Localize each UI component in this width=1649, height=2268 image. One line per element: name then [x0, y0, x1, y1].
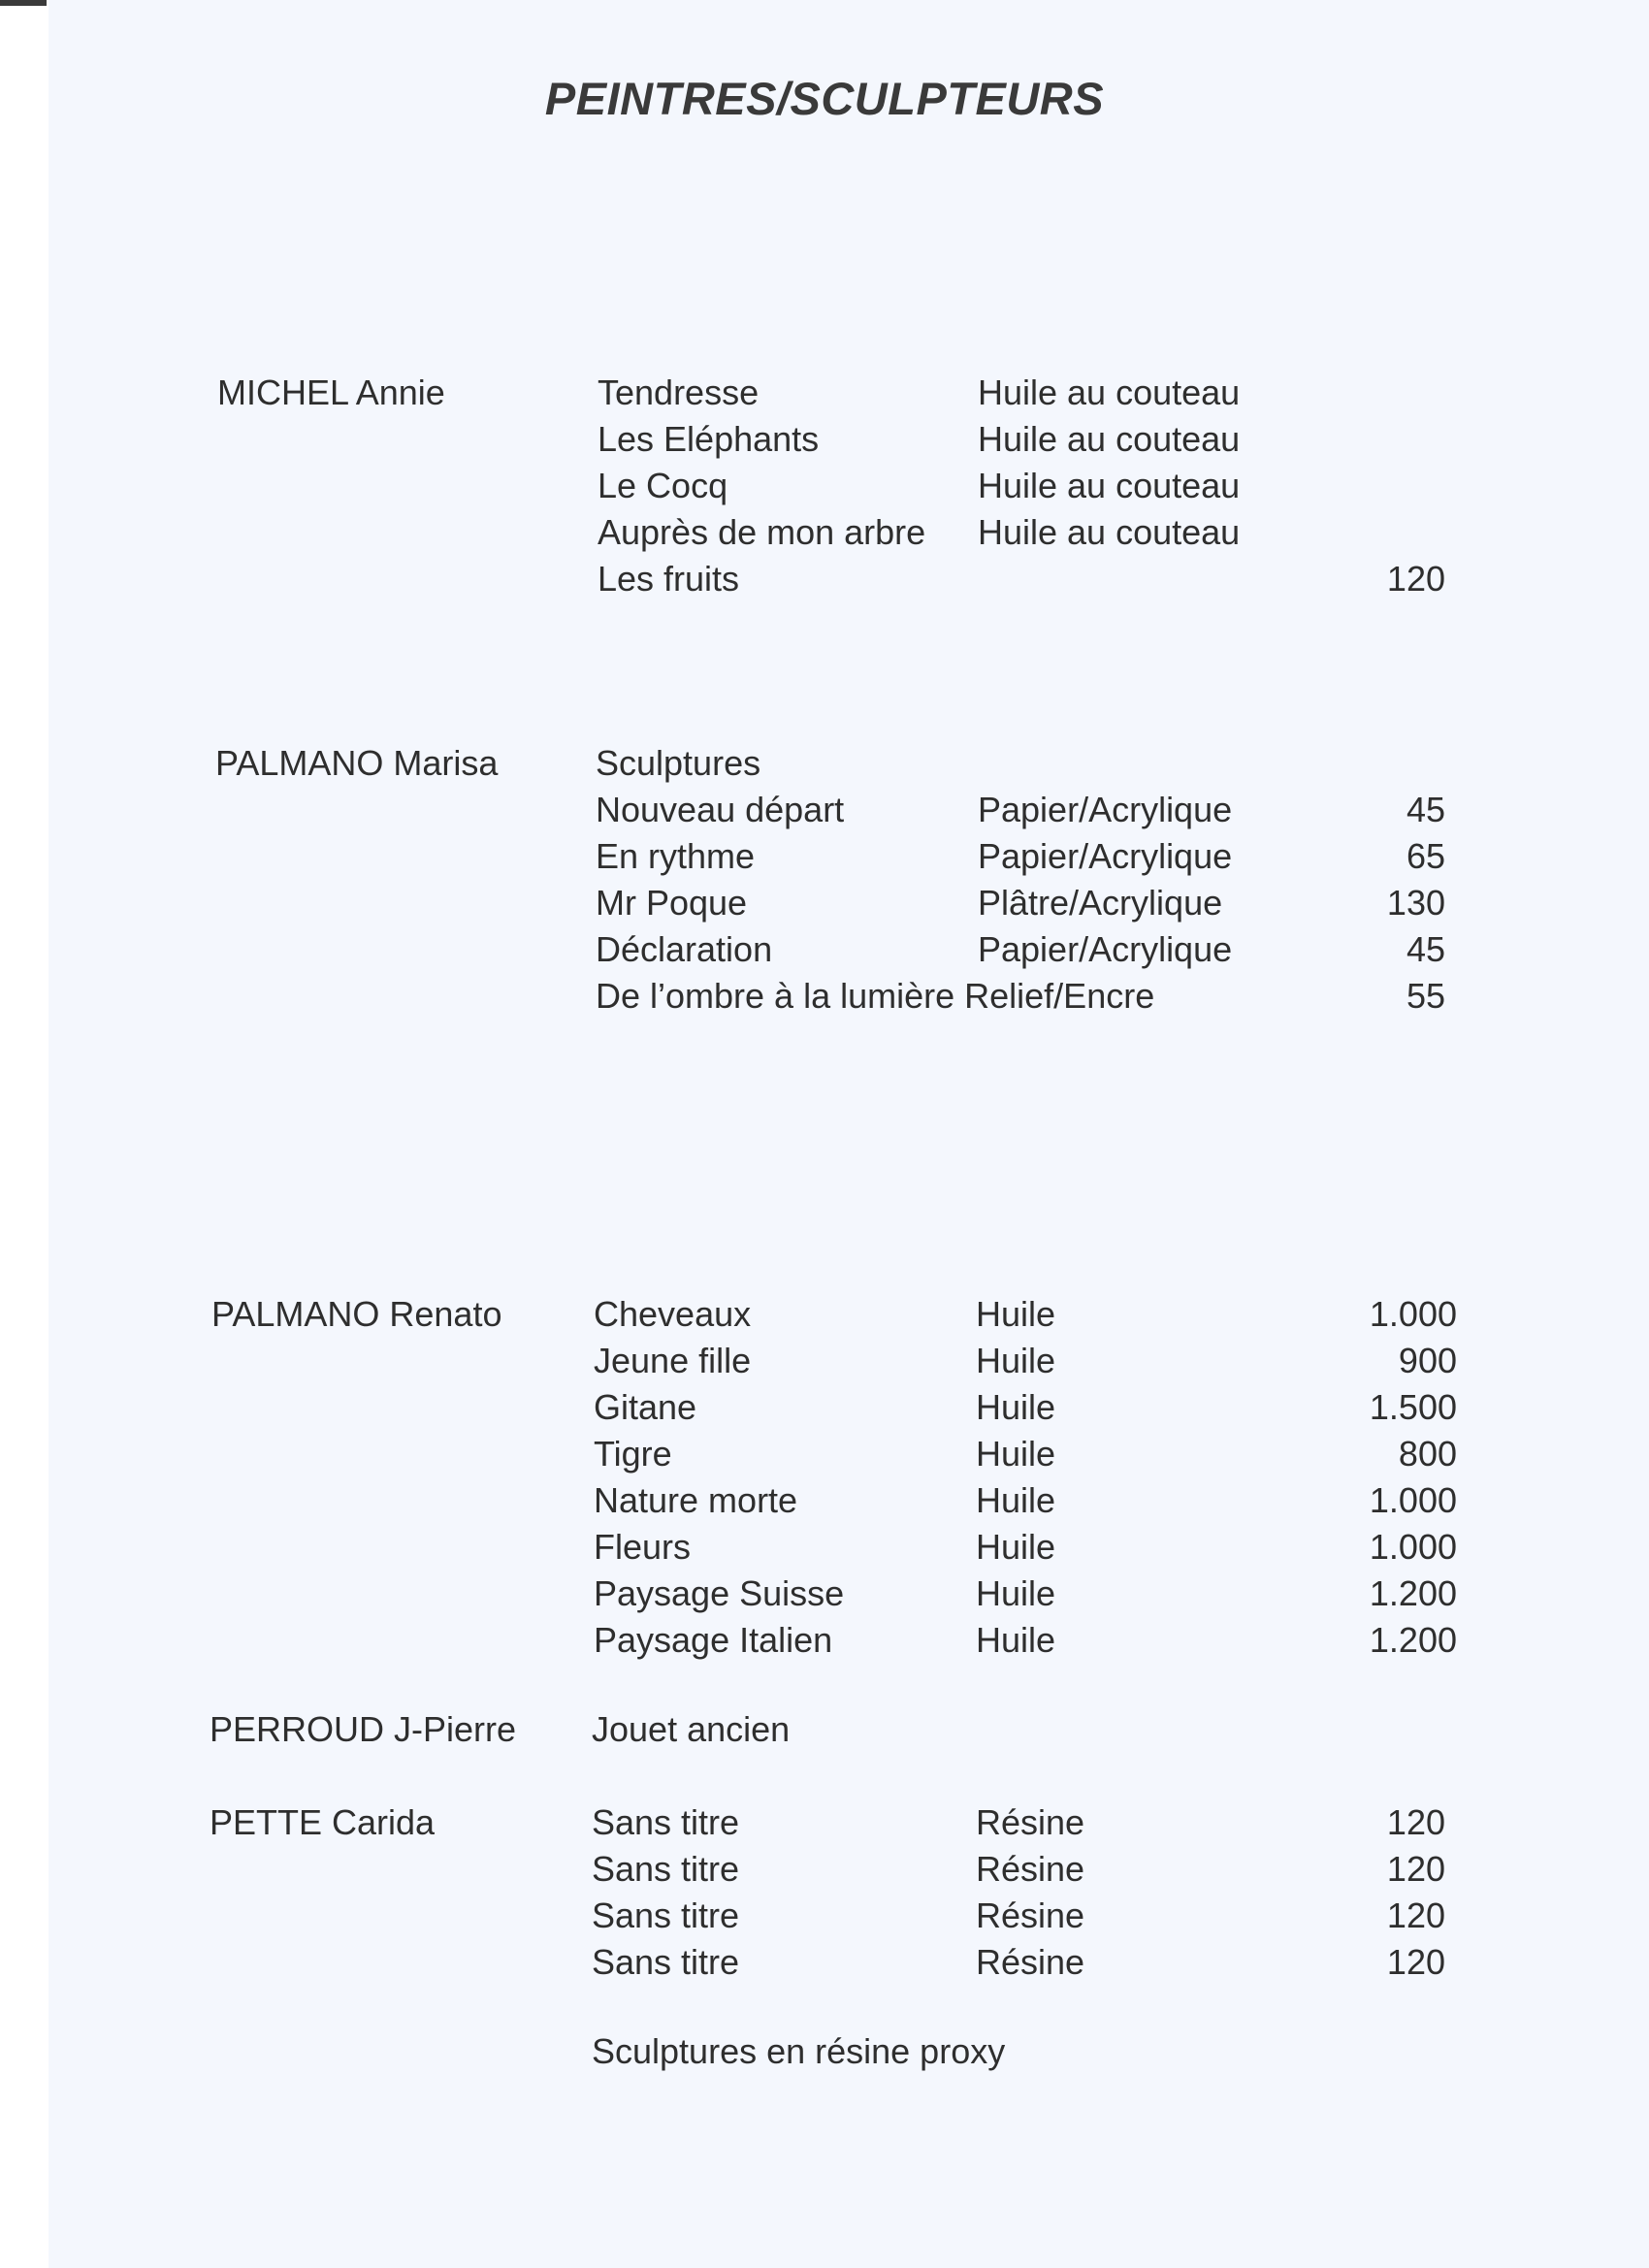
artwork-price: 1.000 — [1369, 1480, 1457, 1520]
artwork-price: 45 — [1406, 929, 1445, 969]
artwork-medium: Papier/Acrylique — [978, 929, 1233, 969]
artwork-price: 1.500 — [1369, 1387, 1457, 1427]
artwork-price: 130 — [1386, 883, 1445, 923]
artwork-title: Gitane — [594, 1387, 697, 1427]
artwork-title: Jouet ancien — [592, 1709, 791, 1749]
artwork-title: Sans titre — [592, 1849, 740, 1889]
scan-edge-mark — [0, 0, 47, 6]
artwork-title: De l’ombre à la lumière Relief/Encre — [596, 976, 1155, 1016]
artwork-price: 120 — [1386, 559, 1445, 599]
artwork-medium: Papier/Acrylique — [978, 836, 1233, 876]
artwork-medium: Huile au couteau — [978, 373, 1241, 412]
artwork-price: 800 — [1398, 1434, 1457, 1474]
artwork-price: 120 — [1386, 1942, 1445, 1982]
artwork-row — [0, 373, 1649, 419]
artwork-title: Tigre — [594, 1434, 672, 1474]
artwork-price: 65 — [1406, 836, 1445, 876]
artwork-title: Nouveau départ — [596, 790, 845, 829]
artwork-row — [0, 883, 1649, 929]
artwork-row — [0, 1527, 1649, 1573]
artwork-title: Nature morte — [594, 1480, 798, 1520]
artwork-price: 1.000 — [1369, 1294, 1457, 1334]
artwork-row — [0, 1942, 1649, 1989]
artwork-row — [0, 1802, 1649, 1849]
artwork-medium: Papier/Acrylique — [978, 790, 1233, 829]
artwork-price: 120 — [1386, 1802, 1445, 1842]
artwork-title: Déclaration — [596, 929, 773, 969]
artwork-row — [0, 1480, 1649, 1527]
artwork-title: En rythme — [596, 836, 756, 876]
artwork-price: 1.200 — [1369, 1573, 1457, 1613]
artwork-medium: Huile — [976, 1573, 1056, 1613]
artist-name: PALMANO Marisa — [215, 743, 499, 783]
artwork-price: 120 — [1386, 1849, 1445, 1889]
artwork-row — [0, 743, 1649, 790]
artwork-title: Sans titre — [592, 1895, 740, 1935]
artwork-medium: Huile — [976, 1620, 1056, 1660]
artwork-row — [0, 466, 1649, 512]
artwork-row — [0, 836, 1649, 883]
artwork-medium: Huile au couteau — [978, 466, 1241, 505]
artwork-row — [0, 1620, 1649, 1667]
artwork-row — [0, 1434, 1649, 1480]
artwork-title: Auprès de mon arbre — [598, 512, 926, 552]
artwork-price: 1.000 — [1369, 1527, 1457, 1567]
artwork-medium: Huile au couteau — [978, 419, 1241, 459]
artwork-price: 120 — [1386, 1895, 1445, 1935]
artwork-row — [0, 1895, 1649, 1942]
artwork-medium: Huile — [976, 1480, 1056, 1520]
artwork-medium: Huile — [976, 1341, 1056, 1380]
artwork-title: Sans titre — [592, 1942, 740, 1982]
artwork-title: Fleurs — [594, 1527, 692, 1567]
artwork-title: Tendresse — [598, 373, 760, 412]
artwork-row — [0, 559, 1649, 605]
artist-name: PERROUD J-Pierre — [210, 1709, 517, 1749]
artwork-title: Le Cocq — [598, 466, 728, 505]
artwork-title: Paysage Italien — [594, 1620, 833, 1660]
artist-name: PALMANO Renato — [211, 1294, 502, 1334]
artwork-medium: Plâtre/Acrylique — [978, 883, 1223, 923]
artwork-row — [0, 1849, 1649, 1895]
artwork-medium: Huile — [976, 1434, 1056, 1474]
artwork-medium: Huile au couteau — [978, 512, 1241, 552]
artwork-row — [0, 419, 1649, 466]
artwork-title: Cheveaux — [594, 1294, 752, 1334]
section-note: Sculptures en résine proxy — [592, 2031, 1006, 2071]
artwork-row — [0, 512, 1649, 559]
artwork-medium: Huile — [976, 1527, 1056, 1567]
artwork-price: 55 — [1406, 976, 1445, 1016]
artwork-medium: Résine — [976, 1895, 1085, 1935]
artwork-title: Mr Poque — [596, 883, 748, 923]
artwork-row — [0, 929, 1649, 976]
artwork-price: 45 — [1406, 790, 1445, 829]
artwork-row — [0, 976, 1649, 1022]
artwork-row — [0, 1709, 1649, 1756]
artwork-row — [0, 1387, 1649, 1434]
artwork-medium: Résine — [976, 1942, 1085, 1982]
artwork-row — [0, 1341, 1649, 1387]
artwork-medium: Huile — [976, 1294, 1056, 1334]
artwork-title: Paysage Suisse — [594, 1573, 845, 1613]
artwork-medium: Résine — [976, 1849, 1085, 1889]
artwork-title: Les Eléphants — [598, 419, 820, 459]
artwork-title: Jeune fille — [594, 1341, 752, 1380]
artwork-medium: Résine — [976, 1802, 1085, 1842]
artwork-title: Sculptures — [596, 743, 761, 783]
artwork-medium: Huile — [976, 1387, 1056, 1427]
artwork-title: Sans titre — [592, 1802, 740, 1842]
artwork-price: 1.200 — [1369, 1620, 1457, 1660]
artwork-price: 900 — [1398, 1341, 1457, 1380]
artwork-row — [0, 790, 1649, 836]
artwork-row — [0, 1294, 1649, 1341]
document-title: PEINTRES/SCULPTEURS — [544, 73, 1105, 124]
artist-name: MICHEL Annie — [217, 373, 445, 412]
artwork-row — [0, 1573, 1649, 1620]
artist-name: PETTE Carida — [210, 1802, 436, 1842]
artwork-title: Les fruits — [598, 559, 740, 599]
